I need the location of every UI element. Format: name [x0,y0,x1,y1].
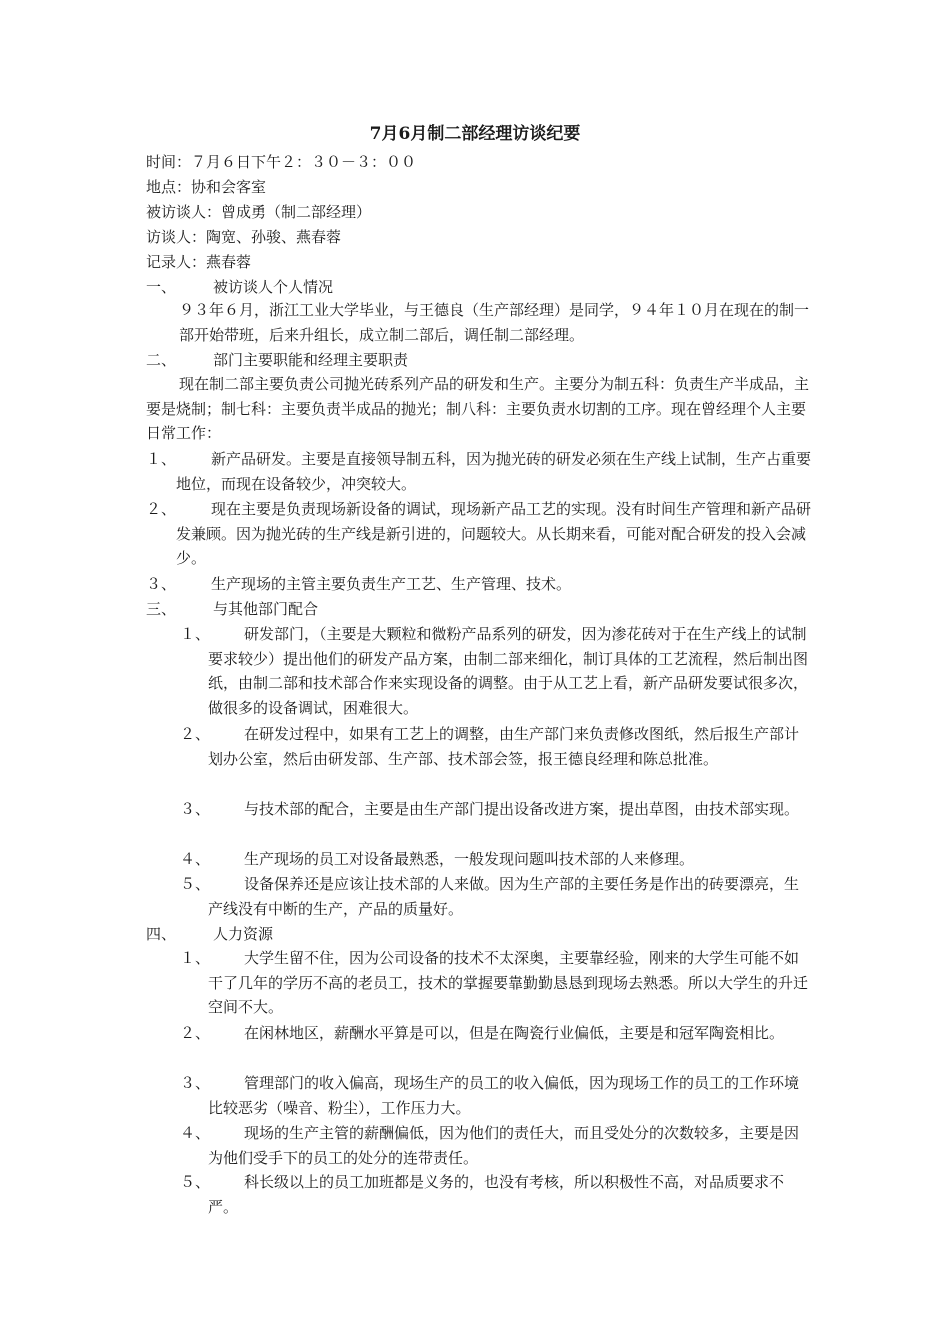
section-number: 二、 [146,351,177,369]
list-item-text: 设备保养还是应该让技术部的人来做。因为生产部的主要任务是作出的砖要漂亮，生产线没有中断的生产，产品的质量好。 [208,875,800,918]
meta-interviewers: 访谈人：陶宽、孙骏、燕春蓉 [146,228,342,246]
list-item-text: 研发部门，（主要是大颗粒和微粉产品系列的研发，因为渗花砖对于在生产线上的试制要求较少）提出他们的研发产品方案，由制二部来细化，制订具体的工艺流程，然后制出图纸，由制二部和技术部合作来实现设备的调整。由于从工艺上看，新产品研发要试很多次，做很多的设备调试，困难很大。 [208,625,809,717]
list-item-number: ３、 [146,575,177,593]
list-item-text: 现场的生产主管的薪酬偏低，因为他们的责任大，而且受处分的次数较多，主要是因为他们受手下的员工的处分的连带责任。 [208,1124,800,1167]
section-number: 四、 [146,925,177,943]
list-item-number: ３、 [180,1074,211,1092]
list-item-number: ４、 [180,850,211,868]
list-item-number: ２、 [146,500,177,518]
list-item-text: 生产现场的主管主要负责生产工艺、生产管理、技术。 [211,575,572,593]
list-item-number: ２、 [180,725,211,743]
list-item-text: 在闲林地区，薪酬水平算是可以，但是在陶瓷行业偏低，主要是和冠军陶瓷相比。 [244,1024,785,1042]
list-item-number: １、 [146,450,177,468]
meta-recorder: 记录人：燕春蓉 [146,253,252,271]
meta-time: 时间：７月６日下午２：３０－３：００ [146,153,417,171]
list-item-number: ５、 [180,1173,211,1191]
section-heading: 部门主要职能和经理主要职责 [213,351,409,369]
section-heading: 人力资源 [213,925,274,943]
list-item-number: １、 [180,625,211,643]
section-paragraph: 现在制二部主要负责公司抛光砖系列产品的研发和生产。主要分为制五科：负责生产半成品，主要是烧制；制七科：主要负责半成品的抛光；制八科：主要负责水切割的工序。现在曾经理个人主要日常工作： [146,375,810,442]
section-heading: 与其他部门配合 [213,600,319,618]
list-item-text: 科长级以上的员工加班都是义务的，也没有考核，所以积极性不高，对品质要求不严。 [208,1173,785,1216]
list-item-text: 在研发过程中，如果有工艺上的调整，由生产部门来负责修改图纸，然后报生产部计划办公室，然后由研发部、生产部、技术部会签，报王德良经理和陈总批准。 [208,725,800,768]
list-item-number: １、 [180,949,211,967]
list-item-number: ３、 [180,800,211,818]
list-item-text: 生产现场的员工对设备最熟悉，一般发现问题叫技术部的人来修理。 [244,850,695,868]
list-item-text: 大学生留不住，因为公司设备的技术不太深奥，主要靠经验，刚来的大学生可能不如干了几年的学历不高的老员工，技术的掌握要靠勤勤恳恳到现场去熟悉。所以大学生的升迁空间不大。 [208,949,809,1016]
list-item-text: 管理部门的收入偏高，现场生产的员工的收入偏低，因为现场工作的员工的工作环境比较恶劣（噪音、粉尘），工作压力大。 [208,1074,800,1117]
list-item-number: ４、 [180,1124,211,1142]
list-item-number: ５、 [180,875,211,893]
meta-place: 地点：协和会客室 [146,178,267,196]
list-item-text: 现在主要是负责现场新设备的调试，现场新产品工艺的实现。没有时间生产管理和新产品研发兼顾。因为抛光砖的生产线是新引进的，问题较大。从长期来看，可能对配合研发的投入会减少。 [176,500,812,567]
meta-interviewee: 被访谈人：曾成勇（制二部经理） [146,203,372,221]
list-item-text: 与技术部的配合，主要是由生产部门提出设备改进方案，提出草图，由技术部实现。 [244,800,800,818]
document-title: 7月6月制二部经理访谈纪要 [369,124,581,144]
section-number: 三、 [146,600,177,618]
section-heading: 被访谈人个人情况 [213,278,334,296]
section-number: 一、 [146,278,177,296]
list-item-number: ２、 [180,1024,211,1042]
list-item-text: 新产品研发。主要是直接领导制五科，因为抛光砖的研发必须在生产线上试制，生产占重要地位，而现在设备较少，冲突较大。 [176,450,812,493]
section-paragraph: ９３年６月，浙江工业大学毕业，与王德良（生产部经理）是同学，９４年１０月在现在的制一部开始带班，后来升组长，成立制二部后，调任制二部经理。 [179,301,810,344]
